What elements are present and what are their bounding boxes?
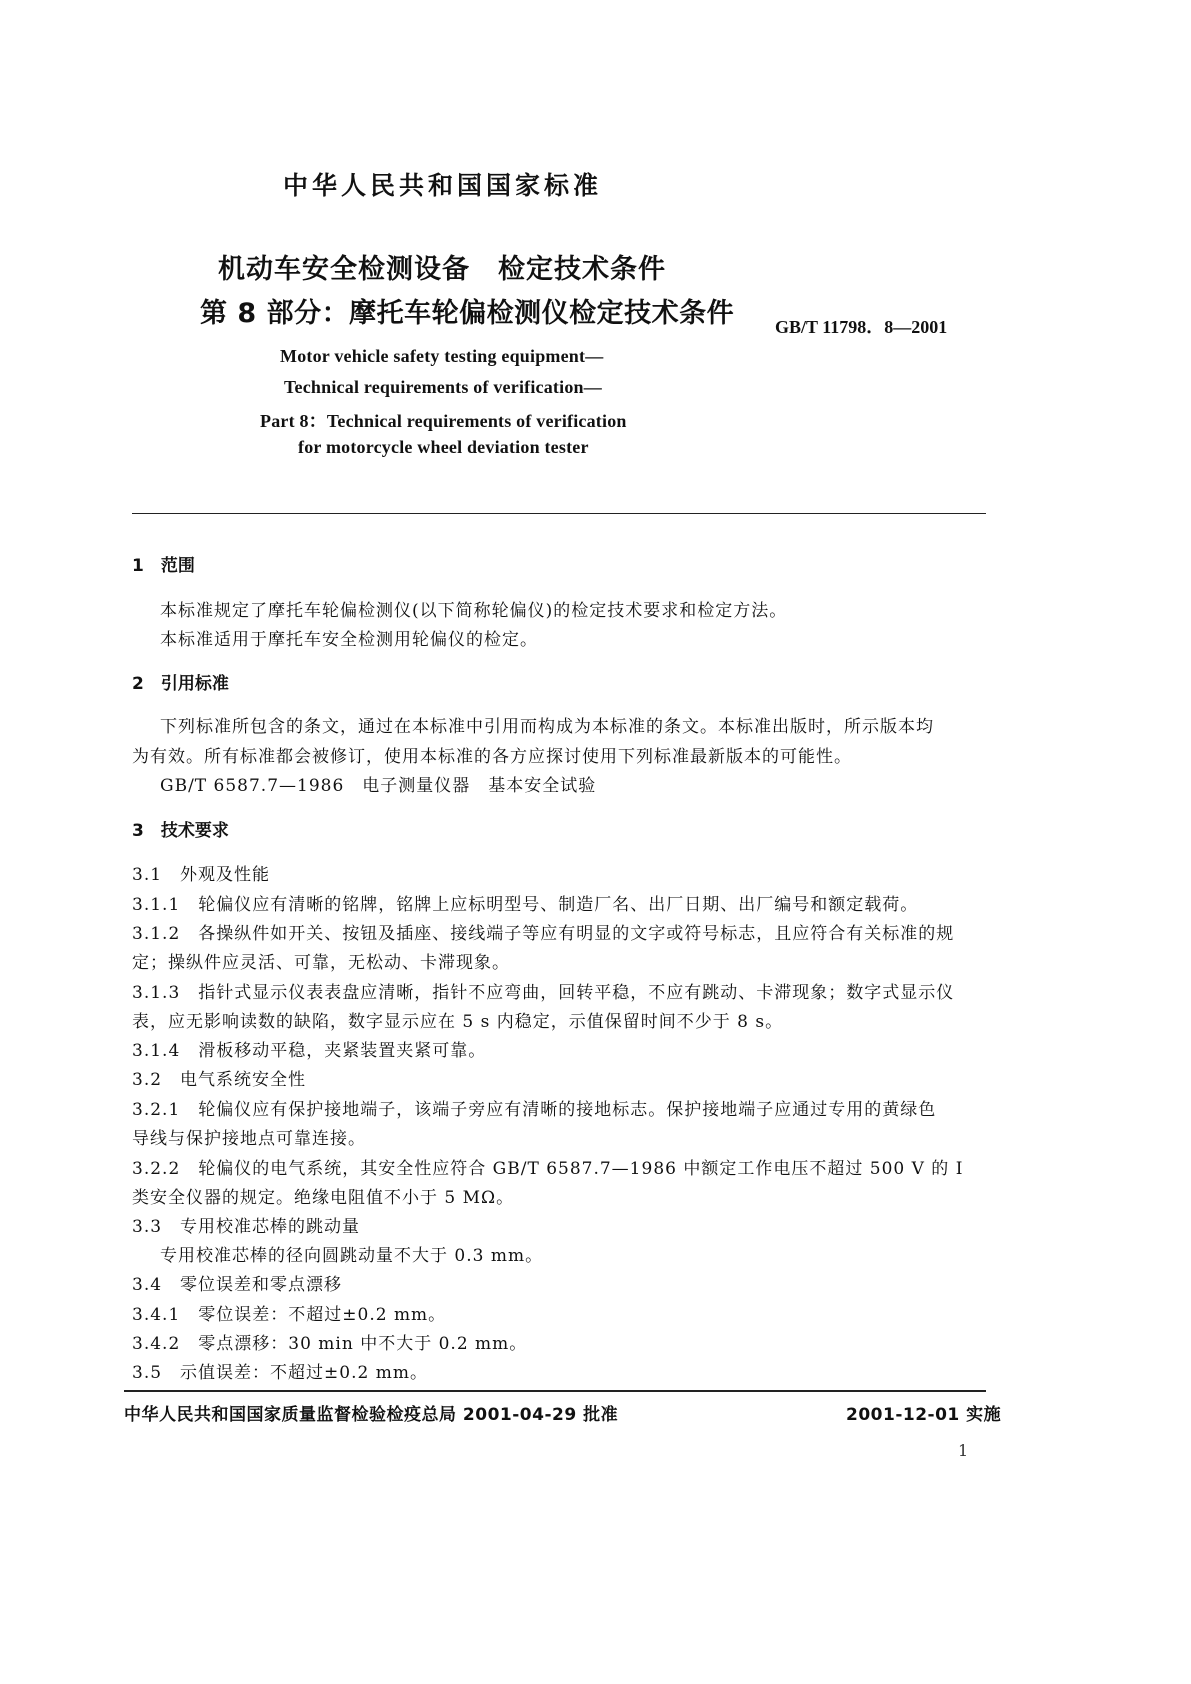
section-2-para-1a: 下列标准所包含的条文，通过在本标准中引用而构成为本标准的条文。本标准出版时，所示版本均: [160, 717, 934, 737]
section-3-heading: 3 技术要求: [132, 821, 229, 841]
clause-3-1: 3.1 外观及性能: [132, 865, 271, 885]
clause-3-3: 3.3 专用校准芯棒的跳动量: [132, 1217, 361, 1237]
clause-3-4-1: 3.4.1 零位误差：不超过±0.2 mm。: [132, 1305, 447, 1325]
english-title-line2: Technical requirements of verification—: [284, 377, 602, 397]
header-divider: [132, 513, 986, 514]
clause-3-3-para: 专用校准芯棒的径向圆跳动量不大于 0.3 mm。: [160, 1246, 544, 1266]
clause-3-1-2a: 3.1.2 各操纵件如开关、按钮及插座、接线端子等应有明显的文字或符号标志，且应符合有关标准的规: [132, 924, 955, 944]
section-2-para-1b: 为有效。所有标准都会被修订，使用本标准的各方应探讨使用下列标准最新版本的可能性。: [132, 747, 852, 767]
section-2-heading: 2 引用标准: [132, 674, 229, 694]
standard-title-line2: 第 8 部分：摩托车轮偏检测仪检定技术条件: [200, 298, 735, 329]
approval-line: 中华人民共和国国家质量监督检验检疫总局 2001-04-29 批准: [124, 1405, 619, 1425]
clause-3-5: 3.5 示值误差：不超过±0.2 mm。: [132, 1363, 428, 1383]
clause-3-2-2b: 类安全仪器的规定。绝缘电阻值不小于 5 MΩ。: [132, 1188, 515, 1208]
clause-3-1-2b: 定；操纵件应灵活、可靠，无松动、卡滞现象。: [132, 953, 510, 973]
section-1-para-1: 本标准规定了摩托车轮偏检测仪(以下简称轮偏仪)的检定技术要求和检定方法。: [160, 601, 788, 621]
english-title-line4: for motorcycle wheel deviation tester: [298, 437, 589, 457]
section-2-reference: GB/T 6587.7—1986 电子测量仪器 基本安全试验: [160, 776, 597, 796]
english-title-line1: Motor vehicle safety testing equipment—: [280, 346, 604, 366]
clause-3-2-1b: 导线与保护接地点可靠连接。: [132, 1129, 366, 1149]
clause-3-4-2: 3.4.2 零点漂移：30 min 中不大于 0.2 mm。: [132, 1334, 528, 1354]
section-1-heading: 1 范围: [132, 556, 195, 576]
implementation-date: 2001-12-01 实施: [846, 1405, 1002, 1425]
standard-code: GB/T 11798．8—2001: [775, 317, 948, 337]
page-number: 1: [958, 1441, 969, 1460]
clause-3-1-3b: 表，应无影响读数的缺陷，数字显示应在 5 s 内稳定，示值保留时间不少于 8 s。: [132, 1012, 784, 1032]
clause-3-1-3a: 3.1.3 指针式显示仪表表盘应清晰，指针不应弯曲，回转平稳，不应有跳动、卡滞现象；数字式显示仪: [132, 983, 955, 1003]
clause-3-1-1: 3.1.1 轮偏仪应有清晰的铭牌，铭牌上应标明型号、制造厂名、出厂日期、出厂编号和额定载荷。: [132, 895, 919, 915]
english-title-line3: Part 8：Technical requirements of verification: [260, 411, 627, 431]
clause-3-1-4: 3.1.4 滑板移动平稳，夹紧装置夹紧可靠。: [132, 1041, 487, 1061]
clause-3-2: 3.2 电气系统安全性: [132, 1070, 307, 1090]
footer-divider: [124, 1390, 986, 1392]
section-1-para-2: 本标准适用于摩托车安全检测用轮偏仪的检定。: [160, 630, 538, 650]
clause-3-2-2a: 3.2.2 轮偏仪的电气系统，其安全性应符合 GB/T 6587.7—1986 中额定工作电压不超过 500 V 的 I: [132, 1159, 964, 1179]
standard-title-line1: 机动车安全检测设备 检定技术条件: [218, 254, 666, 285]
national-standard-title: 中华人民共和国国家标准: [283, 171, 603, 200]
clause-3-4: 3.4 零位误差和零点漂移: [132, 1275, 343, 1295]
clause-3-2-1a: 3.2.1 轮偏仪应有保护接地端子，该端子旁应有清晰的接地标志。保护接地端子应通过专用的黄绿色: [132, 1100, 937, 1120]
